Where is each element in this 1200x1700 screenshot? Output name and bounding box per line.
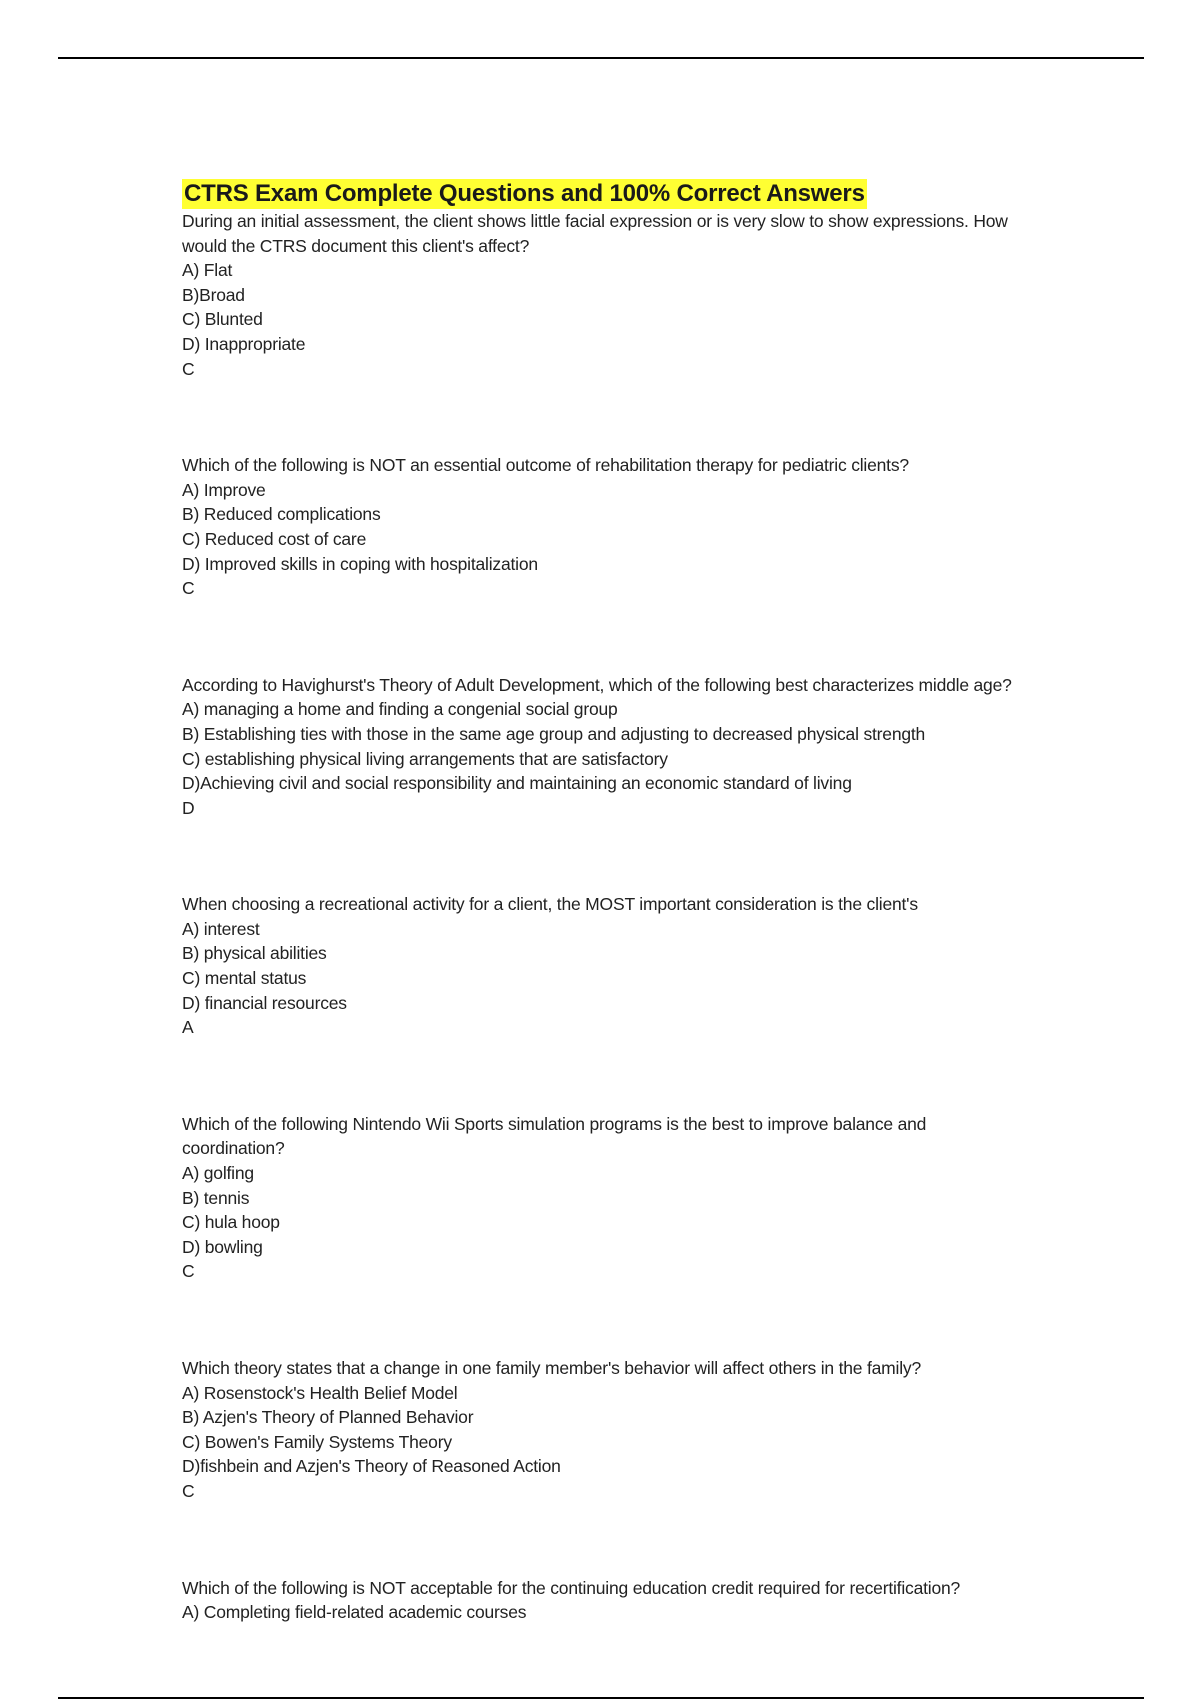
question-3: [182, 673, 1022, 821]
option-a: A) golfing: [182, 1163, 254, 1184]
answer: C: [182, 1480, 195, 1501]
option-a: A) interest: [182, 918, 260, 939]
option-a: A) Improve: [182, 479, 266, 500]
question-text: According to Havighurst's Theory of Adult Development, which of the following best characterizes middle age?: [182, 674, 1012, 695]
option-c: C) establishing physical living arrangements that are satisfactory: [182, 748, 668, 769]
option-c: C) mental status: [182, 968, 307, 989]
option-a: A) Rosenstock's Health Belief Model: [182, 1382, 458, 1403]
answer: D: [182, 797, 195, 818]
page-top-rule: [58, 57, 1144, 59]
option-b: B) physical abilities: [182, 943, 327, 964]
option-a: A) Flat: [182, 260, 233, 281]
document-body: [182, 179, 1022, 1697]
option-d: D) Improved skills in coping with hospitalization: [182, 553, 538, 574]
option-c: C) Reduced cost of care: [182, 528, 367, 549]
question-7: [182, 1576, 1022, 1625]
option-a: A) managing a home and finding a congenial social group: [182, 699, 618, 720]
question-5: [182, 1112, 1022, 1284]
question-4: [182, 892, 1022, 1040]
question-text: Which of the following is NOT acceptable for the continuing education credit required for recertification?: [182, 1577, 961, 1598]
answer: A: [182, 1017, 194, 1038]
page-bottom-rule: [58, 1697, 1144, 1699]
answer: C: [182, 358, 195, 379]
question-6: [182, 1356, 1022, 1504]
answer: C: [182, 1261, 195, 1282]
option-d: D) financial resources: [182, 992, 347, 1013]
question-text: Which of the following Nintendo Wii Sports simulation programs is the best to improve balance and coordination?: [182, 1113, 927, 1159]
option-d: D) Inappropriate: [182, 333, 306, 354]
question-text: During an initial assessment, the client shows little facial expression or is very slow to show expressions. How would the CTRS document this client's affect?: [182, 211, 1008, 256]
question-text: When choosing a recreational activity for a client, the MOST important consideration is the client's: [182, 894, 918, 915]
option-c: C) Blunted: [182, 309, 263, 330]
option-d: D)fishbein and Azjen's Theory of Reasoned Action: [182, 1456, 561, 1477]
question-2: [182, 453, 1022, 601]
option-b: B) tennis: [182, 1187, 250, 1208]
option-c: C) Bowen's Family Systems Theory: [182, 1431, 452, 1452]
option-b: B) Reduced complications: [182, 504, 381, 525]
option-b: B)Broad: [182, 284, 245, 305]
option-a: A) Completing field-related academic courses: [182, 1602, 527, 1623]
option-d: D)Achieving civil and social responsibility and maintaining an economic standard of living: [182, 773, 852, 794]
answer: C: [182, 578, 195, 599]
option-b: B) Azjen's Theory of Planned Behavior: [182, 1407, 474, 1428]
document-title: CTRS Exam Complete Questions and 100% Correct Answers: [184, 180, 865, 207]
question-1: [182, 209, 1022, 381]
option-c: C) hula hoop: [182, 1212, 280, 1233]
question-text: Which theory states that a change in one family member's behavior will affect others in the family?: [182, 1358, 921, 1378]
question-text: Which of the following is NOT an essential outcome of rehabilitation therapy for pediatric clients?: [182, 455, 909, 476]
option-b: B) Establishing ties with those in the same age group and adjusting to decreased physical strength: [182, 723, 926, 744]
option-d: D) bowling: [182, 1236, 263, 1257]
